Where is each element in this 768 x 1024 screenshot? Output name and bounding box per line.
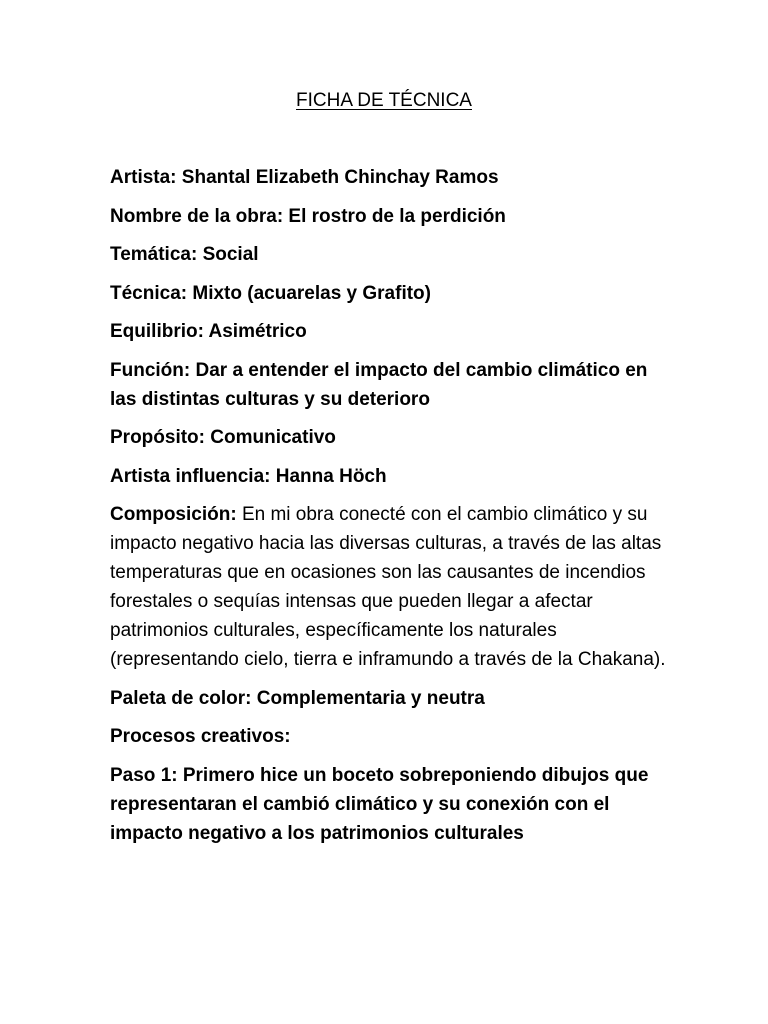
field-tematica: Temática: Social <box>110 244 259 265</box>
field-procesos: Procesos creativos: <box>110 726 291 747</box>
document-title <box>0 88 768 114</box>
field-artista: Artista: Shantal Elizabeth Chinchay Ramos <box>110 167 499 188</box>
field-funcion: Función: Dar a entender el impacto del cambio climático en las distintas culturas y su deterioro <box>110 359 648 410</box>
field-paleta: Paleta de color: Complementaria y neutra <box>110 687 485 709</box>
document-body <box>110 163 670 857</box>
field-nombre-obra: Nombre de la obra: El rostro de la perdición <box>110 205 506 227</box>
field-proposito: Propósito: Comunicativo <box>110 427 336 448</box>
field-tecnica: Técnica: Mixto (acuarelas y Grafito) <box>110 282 431 304</box>
composicion-text: En mi obra conecté con el cambio climático y su impacto negativo hacia las diversas culturas, a través de las altas temperaturas que en ocasiones son las causantes de incendios forestales o sequías intensas que pueden llegar a afectar patrimonios culturales, específicamente los naturales (representando cielo, tierra e inframundo a través de la Chakana). <box>110 504 666 670</box>
title-text: FICHA DE TÉCNICA <box>296 90 472 111</box>
field-composicion <box>110 500 670 674</box>
field-artista-influencia: Artista influencia: Hanna Höch <box>110 465 387 487</box>
field-equilibrio: Equilibrio: Asimétrico <box>110 321 307 342</box>
composicion-label: Composición: <box>110 504 237 525</box>
field-paso1: Paso 1: Primero hice un boceto sobreponiendo dibujos que representaran el cambió climático y su conexión con el impacto negativo a los patrimonios culturales <box>110 764 649 844</box>
